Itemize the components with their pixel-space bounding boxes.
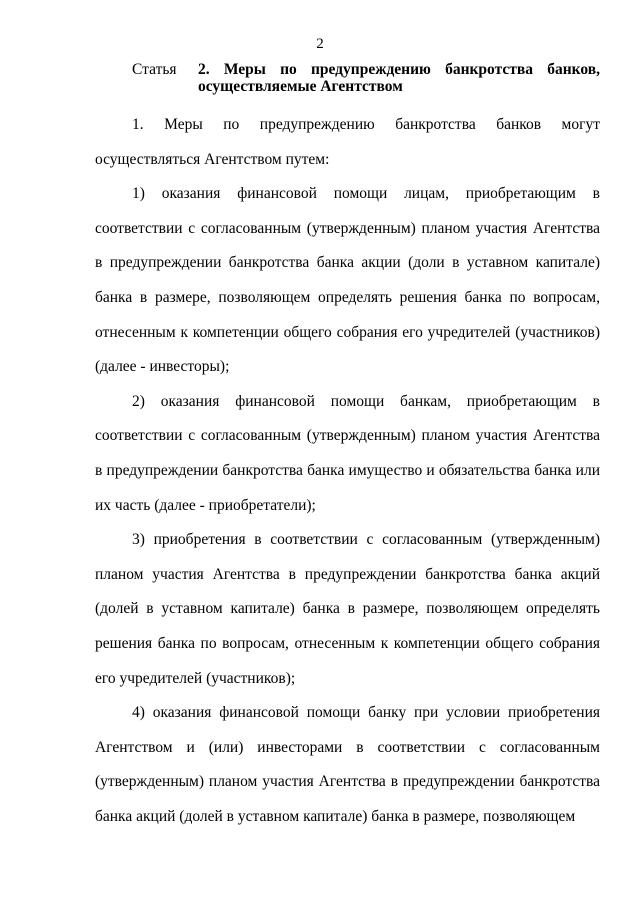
paragraph-item-1: 1) оказания финансовой помощи лицам, приобретающим в соответствии с согласованным (утвержденным) планом участия Агентства в предупреждении банкротства банка акции (доли в уставном капитале) банка в размере, позволяющем определять решения банка по вопросам, отнесенным к компетенции общего собрания его учредителей (участников) (далее - инвесторы); [95, 185, 600, 376]
article-title: 2. Меры по предупреждению банкротства банков, осуществляемые Агентством [198, 61, 600, 95]
paragraph-intro: 1. Меры по предупреждению банкротства банков могут осуществляться Агентством путем: [95, 116, 600, 168]
article-label: Статья [132, 61, 177, 78]
page-number: 2 [316, 36, 324, 52]
paragraph-item-3: 3) приобретения в соответствии с согласованным (утвержденным) планом участия Агентства в предупреждении банкротства банка акций (долей в уставном капитале) банка в размере, позволяющем определять решения банка по вопросам, отнесенным к компетенции общего собрания его учредителей (участников); [95, 531, 600, 687]
article-body [95, 108, 600, 834]
paragraph-item-4: 4) оказания финансовой помощи банку при условии приобретения Агентством и (или) инвесторами в соответствии с согласованным (утвержденным) планом участия Агентства в предупреждении банкротства банка акций (долей в уставном капитале) банка в размере, позволяющем [95, 704, 600, 825]
paragraph-item-2: 2) оказания финансовой помощи банкам, приобретающим в соответствии с согласованным (утвержденным) планом участия Агентства в предупреждении банкротства банка имущество и обязательства банка или их часть (далее - приобретатели); [95, 392, 600, 514]
